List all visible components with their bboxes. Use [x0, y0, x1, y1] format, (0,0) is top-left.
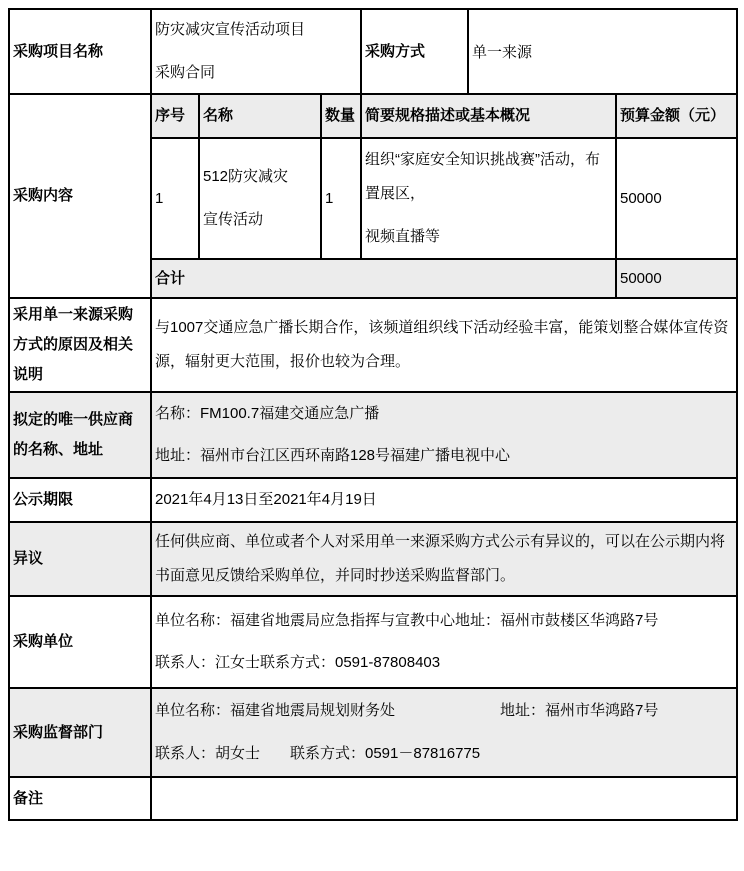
publicity-period-value: [151, 478, 737, 522]
item-budget: 50000: [616, 138, 737, 259]
objection-para-1: 任何供应商、单位或者个人对采用单一来源采购方式公示有异议的，可以在公示期内将书面意见反馈给采购单位，并同时抄送采购监督部门。: [155, 532, 726, 584]
purchasing-unit-label: 采购单位: [9, 596, 151, 688]
col-header-desc: 简要规格描述或基本概况: [361, 94, 616, 138]
publicity-period-label: 公示期限: [9, 478, 151, 522]
row-single-source-reason: [9, 298, 737, 392]
row-supervision-dept: [9, 688, 737, 777]
item-desc-para-1: 组织“家庭安全知识挑战赛”活动，布置展区，: [365, 150, 600, 203]
project-name-value: [151, 9, 361, 94]
sole-supplier-value: [151, 392, 737, 478]
row-objection: [9, 522, 737, 596]
supervision-dept-name-address: 单位名称：福建省地震局规划财务处 地址：福州市华鸿路7号: [155, 702, 659, 719]
sole-supplier-address: 地址：福州市台江区西环南路128号福建广播电视中心: [155, 447, 511, 464]
row-purchasing-unit: [9, 596, 737, 688]
row-publicity-period: [9, 478, 737, 522]
item-seq: 1: [151, 138, 199, 259]
single-source-reason-label: 采用单一来源采购方式的原因及相关说明: [9, 298, 151, 392]
method-value: 单一来源: [468, 9, 737, 94]
single-source-reason-para-1: 与1007交通应急广播长期合作，该频道组织线下活动经验丰富，能策划整合媒体宣传资源，辐射更大范围，报价也较为合理。: [155, 318, 729, 370]
item-desc-para-2: 视频直播等: [365, 227, 441, 245]
item-name-line-1: 512防灾减灾: [203, 168, 289, 185]
item-qty: 1: [321, 138, 361, 259]
remarks-label: 备注: [9, 777, 151, 820]
col-header-seq: 序号: [151, 94, 199, 138]
supervision-dept-value: [151, 688, 737, 777]
col-header-qty: 数量: [321, 94, 361, 138]
total-budget: 50000: [616, 259, 737, 298]
col-header-name: 名称: [199, 94, 321, 138]
objection-label: 异议: [9, 522, 151, 596]
item-name-line-2: 宣传活动: [203, 210, 264, 228]
purchasing-unit-value: [151, 596, 737, 688]
purchasing-unit-name-address: 单位名称：福建省地震局应急指挥与宣教中心地址：福州市鼓楼区华鸿路7号: [155, 611, 659, 629]
supervision-dept-label: 采购监督部门: [9, 688, 151, 777]
single-source-reason-value: [151, 298, 737, 392]
content-label: 采购内容: [9, 94, 151, 298]
purchasing-unit-contact: 联系人：江女士联系方式：0591-87808403: [155, 654, 441, 671]
project-name-line-2: 采购合同: [155, 63, 216, 81]
publicity-period-dates: 2021年4月13日至2021年4月19日: [155, 490, 377, 508]
project-name-label: 采购项目名称: [9, 9, 151, 94]
project-name-line-1: 防灾减灾宣传活动项目: [155, 21, 306, 38]
procurement-table: [8, 8, 738, 821]
row-content-header: [9, 94, 737, 138]
remarks-value: [151, 777, 737, 820]
method-label: 采购方式: [361, 9, 468, 94]
item-name: [199, 138, 321, 259]
row-sole-supplier: [9, 392, 737, 478]
row-project-name: [9, 9, 737, 94]
col-header-budget: 预算金额（元）: [616, 94, 737, 138]
sole-supplier-label: 拟定的唯一供应商的名称、地址: [9, 392, 151, 478]
supervision-dept-contact: 联系人：胡女士 联系方式：0591－87816775: [155, 744, 481, 762]
sole-supplier-name: 名称：FM100.7福建交通应急广播: [155, 404, 380, 422]
item-desc: [361, 138, 616, 259]
objection-value: [151, 522, 737, 596]
total-label: 合计: [151, 259, 616, 298]
row-remarks: [9, 777, 737, 820]
